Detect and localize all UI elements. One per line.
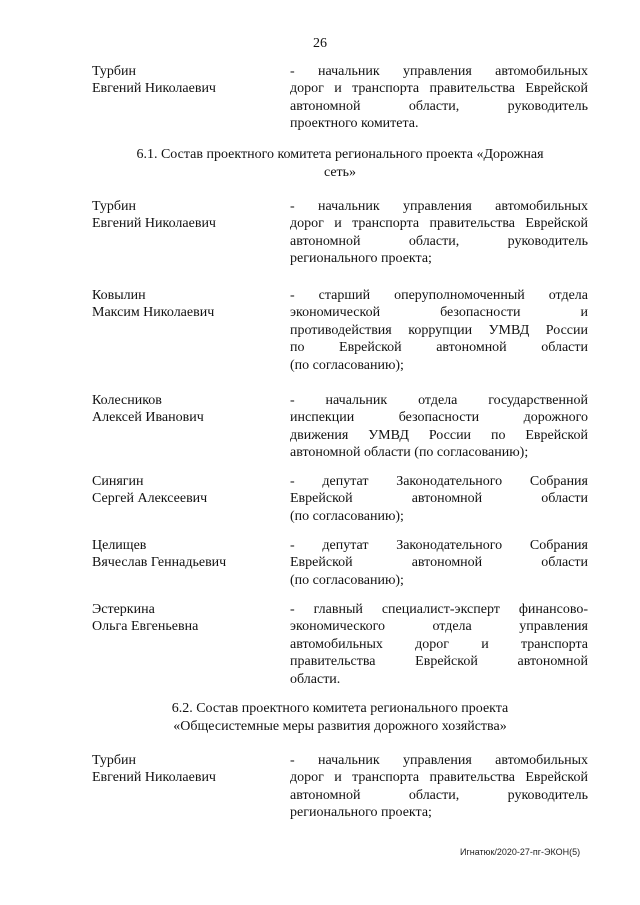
role-line: противодействия коррупции УМВД России — [290, 322, 588, 338]
role-line: экономической безопасности и — [290, 305, 588, 321]
role-line: регионального проекта; — [290, 251, 432, 267]
role-line: автомобильных дорог и транспорта — [290, 636, 588, 652]
role-line: - начальник управления автомобильных — [290, 199, 588, 214]
member-role — [290, 198, 588, 268]
role-line: движения УМВД России по Еврейской — [290, 427, 588, 443]
document-reference-code: Игнатюк/2020-27-пг-ЭКОН(5) — [460, 847, 581, 857]
member-surname: Турбин — [92, 64, 136, 79]
role-line: - начальник управления автомобильных — [290, 64, 588, 79]
role-line: (по согласованию); — [290, 572, 404, 588]
role-line: области. — [290, 671, 341, 687]
role-line: автономной области, руководитель — [290, 98, 588, 114]
member-given-names: Максим Николаевич — [92, 305, 215, 321]
member-role — [290, 537, 588, 589]
section-heading-6-2 — [92, 700, 588, 736]
heading-line: сеть» — [323, 165, 357, 180]
member-role — [290, 752, 588, 822]
page-number: 26 — [313, 36, 327, 51]
member-given-names: Сергей Алексеевич — [92, 491, 208, 507]
role-line: дорог и транспорта правительства Еврейской — [290, 81, 588, 97]
member-name — [92, 392, 290, 462]
heading-line: 6.2. Состав проектного комитета регионального проекта — [171, 701, 509, 716]
role-line: правительства Еврейской автономной — [290, 654, 588, 670]
role-line: Еврейской автономной области — [290, 491, 588, 507]
member-surname: Целищев — [92, 538, 147, 553]
role-line: автономной области, руководитель — [290, 233, 588, 249]
member-role — [290, 63, 588, 133]
member-entry — [92, 287, 588, 374]
role-line: (по согласованию); — [290, 508, 404, 524]
member-role — [290, 473, 588, 525]
member-given-names: Евгений Николаевич — [92, 81, 216, 97]
member-surname: Колесников — [92, 393, 162, 408]
member-entry-turbin-top — [92, 63, 588, 133]
role-line: дорог и транспорта правительства Еврейской — [290, 216, 588, 232]
role-line: проектного комитета. — [290, 116, 419, 132]
member-surname: Турбин — [92, 753, 136, 768]
member-given-names: Евгений Николаевич — [92, 770, 216, 786]
heading-line: «Общесистемные меры развития дорожного хозяйства» — [173, 719, 507, 734]
member-surname: Ковылин — [92, 288, 146, 303]
member-given-names: Вячеслав Геннадьевич — [92, 555, 227, 571]
section-heading-6-1 — [92, 146, 588, 182]
member-name — [92, 63, 290, 133]
member-name — [92, 473, 290, 525]
role-line: Еврейской автономной области — [290, 555, 588, 571]
member-surname: Турбин — [92, 199, 136, 214]
heading-line: 6.1. Состав проектного комитета регионального проекта «Дорожная — [136, 147, 544, 162]
role-line: регионального проекта; — [290, 805, 432, 821]
role-line: автономной области (по согласованию); — [290, 445, 529, 461]
role-line: дорог и транспорта правительства Еврейской — [290, 770, 588, 786]
member-name — [92, 752, 290, 822]
member-entry — [92, 752, 588, 822]
member-entry — [92, 537, 588, 589]
role-line: инспекции безопасности дорожного — [290, 410, 588, 426]
member-given-names: Ольга Евгеньевна — [92, 619, 199, 635]
role-line: - начальник отдела государственной — [290, 393, 588, 408]
role-line: - депутат Законодательного Собрания — [290, 474, 588, 489]
member-given-names: Алексей Иванович — [92, 410, 204, 426]
role-line: - старший оперуполномоченный отдела — [290, 288, 588, 303]
member-name — [92, 198, 290, 268]
role-line: (по согласованию); — [290, 357, 404, 373]
member-name — [92, 537, 290, 589]
member-role — [290, 392, 588, 462]
member-entry — [92, 392, 588, 462]
role-line: автономной области, руководитель — [290, 787, 588, 803]
role-line: - главный специалист-эксперт финансово- — [290, 602, 588, 617]
member-name — [92, 287, 290, 374]
member-role — [290, 287, 588, 374]
member-name — [92, 601, 290, 688]
role-line: экономического отдела управления — [290, 619, 588, 635]
member-entry — [92, 473, 588, 525]
role-line: - начальник управления автомобильных — [290, 753, 588, 768]
member-entry — [92, 198, 588, 268]
member-role — [290, 601, 588, 688]
member-surname: Синягин — [92, 474, 144, 489]
role-line: по Еврейской автономной области — [290, 340, 588, 356]
member-entry — [92, 601, 588, 688]
member-surname: Эстеркина — [92, 602, 155, 617]
member-given-names: Евгений Николаевич — [92, 216, 216, 232]
role-line: - депутат Законодательного Собрания — [290, 538, 588, 553]
